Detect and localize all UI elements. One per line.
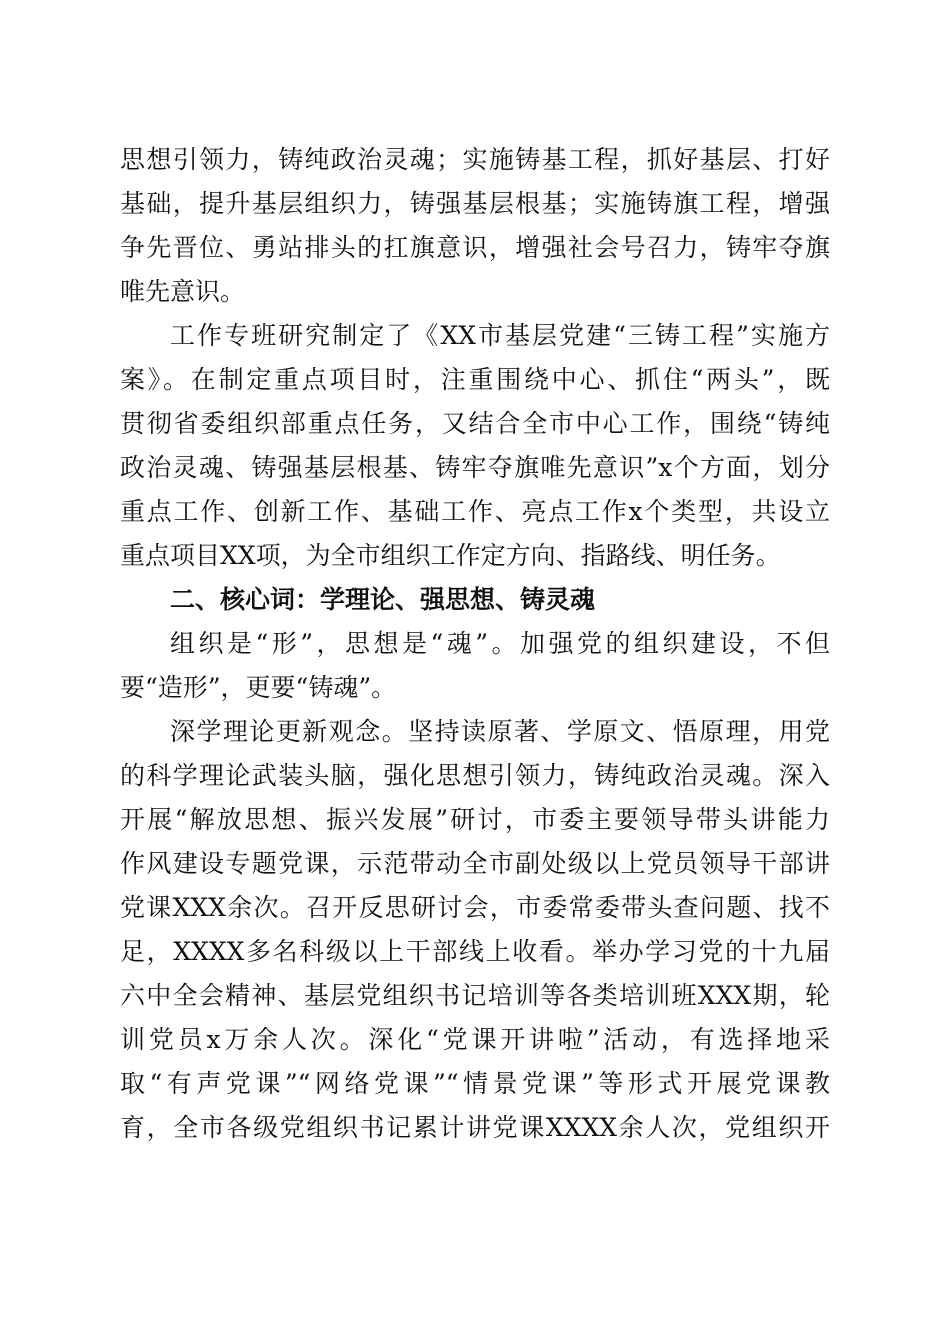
text-line: 开展“解放思想、振兴发展”研讨，市委主要领导带头讲能力 — [120, 805, 830, 834]
text-line: 党课XXX余次。召开反思研讨会，市委常委带头查问题、找不 — [120, 893, 830, 922]
text-line: 的科学理论武装头脑，强化思想引领力，铸纯政治灵魂。深入 — [120, 761, 830, 790]
text-line: 作风建设专题党课，示范带动全市副处级以上党员领导干部讲 — [120, 849, 830, 878]
text-line: 六中全会精神、基层党组织书记培训等各类培训班XXX期，轮 — [120, 981, 830, 1010]
text-line: 训党员x万余人次。深化“党课开讲啦”活动，有选择地采 — [120, 1025, 830, 1054]
text-line: 唯先意识。 — [120, 277, 246, 306]
text-line: 争先晋位、勇站排头的扛旗意识，增强社会号召力，铸牢夺旗 — [120, 233, 830, 262]
text-line: 组织是“形”，思想是“魂”。加强党的组织建设，不但 — [170, 629, 830, 658]
text-line: 育，全市各级党组织书记累计讲党课XXXX余人次，党组织开 — [120, 1113, 830, 1142]
text-line: 案》。在制定重点项目时，注重围绕中心、抓住“两头”，既 — [120, 365, 830, 394]
text-line: 取“有声党课”“网络党课”“情景党课”等形式开展党课教 — [120, 1069, 830, 1098]
text-line: 深学理论更新观念。坚持读原著、学原文、悟原理，用党 — [170, 717, 830, 746]
text-line: 重点工作、创新工作、基础工作、亮点工作x个类型，共设立 — [120, 497, 830, 526]
text-line: 贯彻省委组织部重点任务，又结合全市中心工作，围绕“铸纯 — [120, 409, 830, 438]
text-line: 重点项目XX项，为全市组织工作定方向、指路线、明任务。 — [120, 541, 781, 570]
text-line: 政治灵魂、铸强基层根基、铸牢夺旗唯先意识”x个方面，划分 — [120, 453, 830, 482]
text-line: 工作专班研究制定了《XX市基层党建“三铸工程”实施方 — [170, 321, 830, 350]
section-heading: 二、核心词：学理论、强思想、铸灵魂 — [170, 585, 596, 614]
text-line: 要“造形”，更要“铸魂”。 — [120, 673, 397, 702]
text-line: 足，XXXX多名科级以上干部线上收看。举办学习党的十九届 — [120, 937, 830, 966]
text-line: 基础，提升基层组织力，铸强基层根基；实施铸旗工程，增强 — [120, 189, 830, 218]
text-line: 思想引领力，铸纯政治灵魂；实施铸基工程，抓好基层、打好 — [120, 145, 830, 174]
